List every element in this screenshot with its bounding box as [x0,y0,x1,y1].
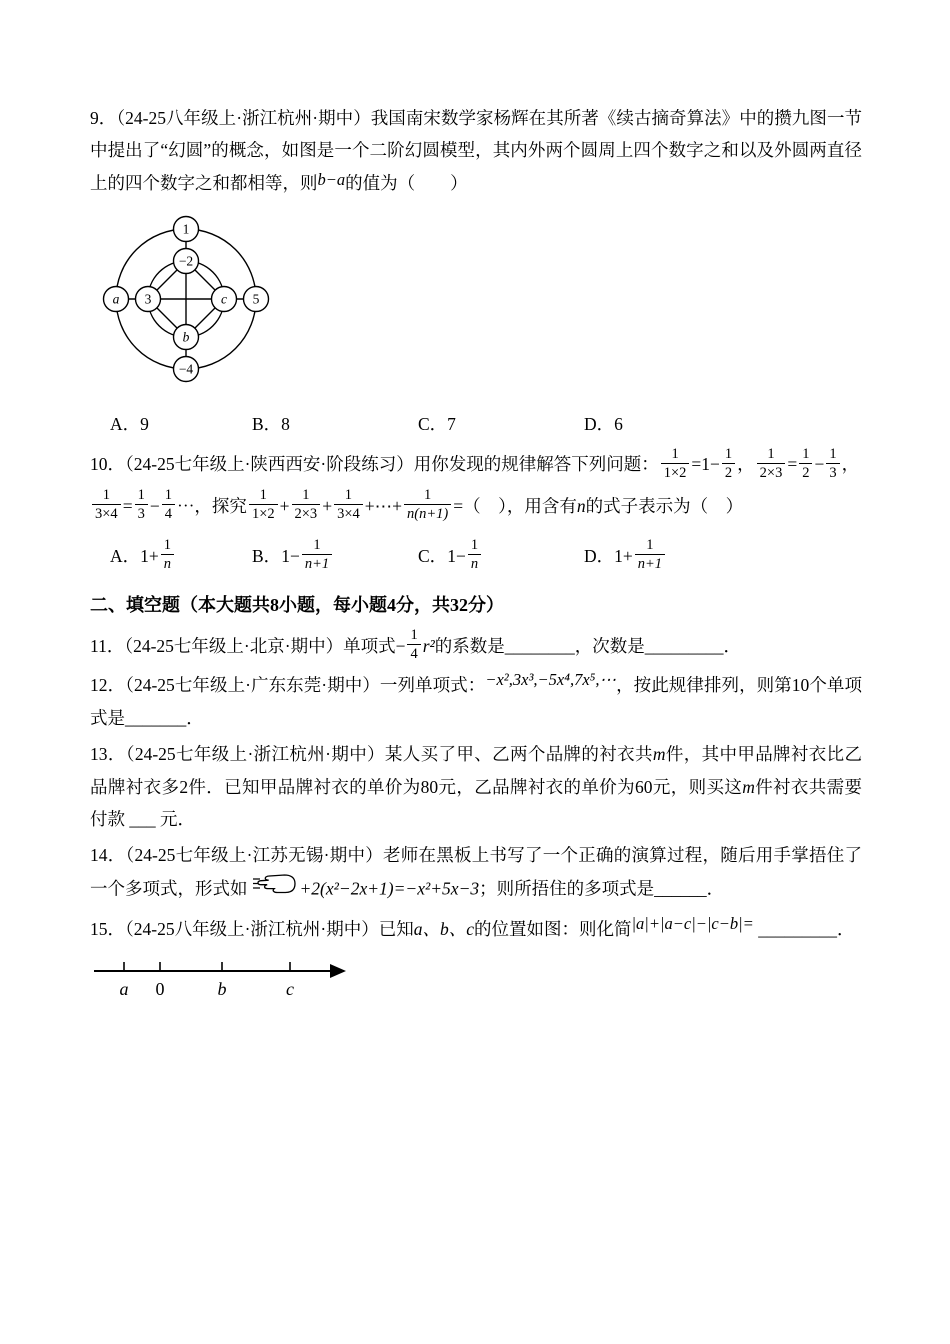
node-outer-right-label: 5 [252,291,260,307]
fraction-half: $\frac{1}{2}$ [722,446,735,481]
node-outer-left-label: a [112,291,120,307]
node-outer-right [244,287,269,312]
q10-options [90,536,862,575]
q10-option-c-fraction: $\frac{1}{n}$ [468,537,481,572]
q12-formula: −x²,3x³,−5x⁴,7x⁵,⋯ [485,670,617,690]
sum-fraction-1x2: $\frac{1}{1\times 2}$ [249,487,278,522]
fraction-third-2: $\frac{1}{3}$ [135,487,148,522]
q9-text-2: 的值为（ ） [345,172,468,193]
q10-option-d: D．1+ $\frac{1}{n+1}$ [584,540,862,575]
q14-number: 14． [90,845,126,866]
question-15 [90,913,862,946]
sum-fraction-n: $\frac{1}{n(n+1)}$ [404,487,451,522]
question-10-line-1 [90,445,862,484]
q13-text-4: 元． [160,808,195,829]
hand-shape [257,875,294,893]
number-line-diagram [92,956,862,1007]
node-outer-left [104,287,129,312]
q10-number: 10． [90,454,125,475]
node-inner-left-label: 3 [144,291,152,307]
q10-plus-1: + [279,495,290,516]
q15-blank: _________． [753,919,855,940]
node-inner-bottom-label: b [182,329,190,345]
q11-post: 的系数是________，次数是_________． [434,635,742,656]
q10-plus-2: + [322,495,333,516]
node-inner-right [212,287,237,312]
q13-text-3: 件衬衣共需要付款 [90,776,863,829]
q15-text-2: 的位置如图：则化简 [474,919,632,940]
node-inner-top [174,249,199,274]
question-11 [90,626,862,666]
q10-option-b: B．1− $\frac{1}{n+1}$ [252,540,418,575]
q9-number: 9． [90,108,117,128]
q9-options [90,410,862,438]
q14-text-1: 老师在黑板上书写了一个正确的演算过程，随后用手掌捂住了一个多项式，形式如 [90,845,863,899]
q14-formula: +2(x²−2x+1)=−x²+5x−3 [299,878,480,899]
fraction-quarter: $\frac{1}{4}$ [162,487,175,522]
q10-minus-1: − [814,454,825,475]
q10-dots-explore: ⋯，探究 [176,495,247,516]
label-b: b [217,978,227,999]
label-a: a [119,978,129,999]
q11-minus: − [395,635,406,656]
q9-option-a: A．9 [110,414,149,435]
fraction-half-2: $\frac{1}{2}$ [799,446,812,481]
sum-fraction-2x3: $\frac{1}{2\times 3}$ [292,487,321,522]
q10-comma-2: ， [841,454,860,475]
q15-formula: |a|+|a−c|−|c−b|= [631,914,754,934]
q12-tag: （24-25七年级上·广东东莞·期中） [125,675,380,696]
fraction-2x3: $\frac{1}{2\times 3}$ [757,446,786,481]
question-9 [90,102,862,199]
q13-blank: ___ [125,808,160,829]
q13-text-2: 件，其中甲品牌衬衣比乙品牌衬衣多2件．已知甲品牌衬衣的单价为80元，乙品牌衬衣的单价为60元，则买这 [90,744,863,797]
q15-text-1: 已知 [378,919,414,940]
fraction-1x2: $\frac{1}{1\times 2}$ [661,446,690,481]
q15-variables: a、b、c [413,919,475,940]
q10-eq-3: = [122,495,133,516]
question-14 [90,839,862,909]
q9-option-b: B．8 [252,414,290,435]
sum-fraction-3x4: $\frac{1}{3\times 4}$ [334,487,363,522]
node-inner-bottom [174,325,199,350]
q11-pre: 单项式 [343,635,396,656]
node-outer-bottom-label: −4 [178,361,194,377]
hand-cover-icon [250,870,298,907]
q10-option-b-fraction: $\frac{1}{n+1}$ [302,537,332,572]
q10-tail: 的式子表示为（ ） [585,495,744,516]
q13-tag: （24-25七年级上·浙江杭州·期中） [125,744,385,765]
q9-formula: b−a [317,169,346,189]
q10-eq-2: = [787,454,798,475]
q11-tag: （24-25七年级上·北京·期中） [124,635,344,656]
q10-plus-dots: +⋯+ [364,495,402,516]
q13-var-m-2: m [742,776,755,797]
label-zero: 0 [155,978,165,999]
q10-option-a: A．1+ $\frac{1}{n}$ [110,540,252,575]
question-13 [90,738,862,835]
q10-option-d-fraction: $\frac{1}{n+1}$ [635,537,665,572]
node-outer-top [174,217,199,242]
q13-var-m-1: m [652,744,666,765]
label-c: c [286,978,294,999]
fraction-3x4: $\frac{1}{3\times 4}$ [92,487,121,522]
q14-tag: （24-25七年级上·江苏无锡·期中） [125,845,384,866]
q10-option-c: C．1− $\frac{1}{n}$ [418,540,584,575]
magic-circle-svg [90,207,282,393]
node-inner-top-label: −2 [178,253,194,269]
node-inner-right-label: c [221,291,227,307]
q15-number: 15． [90,919,125,940]
q10-intro: 用你发现的规律解答下列问题： [413,454,659,475]
q10-tag: （24-25七年级上·陕西西安·阶段练习） [125,454,414,475]
q10-eq-blank: =（ ），用含有 [453,495,577,516]
node-outer-top-label: 1 [182,221,190,237]
q15-tag: （24-25八年级上·浙江杭州·期中） [125,919,379,940]
q12-number: 12． [90,675,126,696]
question-12 [90,669,862,734]
q13-text-1: 某人买了甲、乙两个品牌的衬衣共 [384,744,653,765]
q11-variable: r² [422,635,435,656]
q11-fraction: $\frac{1}{4}$ [407,627,420,662]
q13-number: 13． [90,744,126,765]
node-outer-bottom [174,357,199,382]
q10-minus-2: − [149,495,160,516]
question-10-line-2 [90,487,862,526]
q10-var-n: n [576,495,586,516]
fraction-third: $\frac{1}{3}$ [826,446,839,481]
q9-option-c: C．7 [418,414,456,435]
q9-text-1: （24-25八年级上·浙江杭州·期中）我国南宋数学家杨辉在其所著《续古摘奇算法》中的攒九图一节中提出了“幻圆”的概念，如图是一个二阶幻圆模型，其内外两个圆周上四个数字之和以及外圆两直径上的四个数字之和都相等，则 [90,108,862,193]
number-line-arrow [330,964,346,978]
q10-eq1: =1− [691,454,720,475]
q12-pre: 一列单项式： [379,675,486,696]
number-line-svg [92,956,350,1002]
q10-option-a-fraction: $\frac{1}{n}$ [161,537,174,572]
q12-post: ，按此规律排列，则第10个单项式是_______． [90,675,863,728]
q10-comma-1: ， [737,454,755,475]
magic-circle-diagram [90,207,862,398]
q9-option-d: D．6 [584,414,623,435]
node-inner-left [136,287,161,312]
q11-number: 11． [90,635,125,656]
q14-text-2: ；则所捂住的多项式是______． [479,878,725,899]
section-2-title: 二、填空题（本大题共8小题，每小题4分，共32分） [90,595,504,616]
